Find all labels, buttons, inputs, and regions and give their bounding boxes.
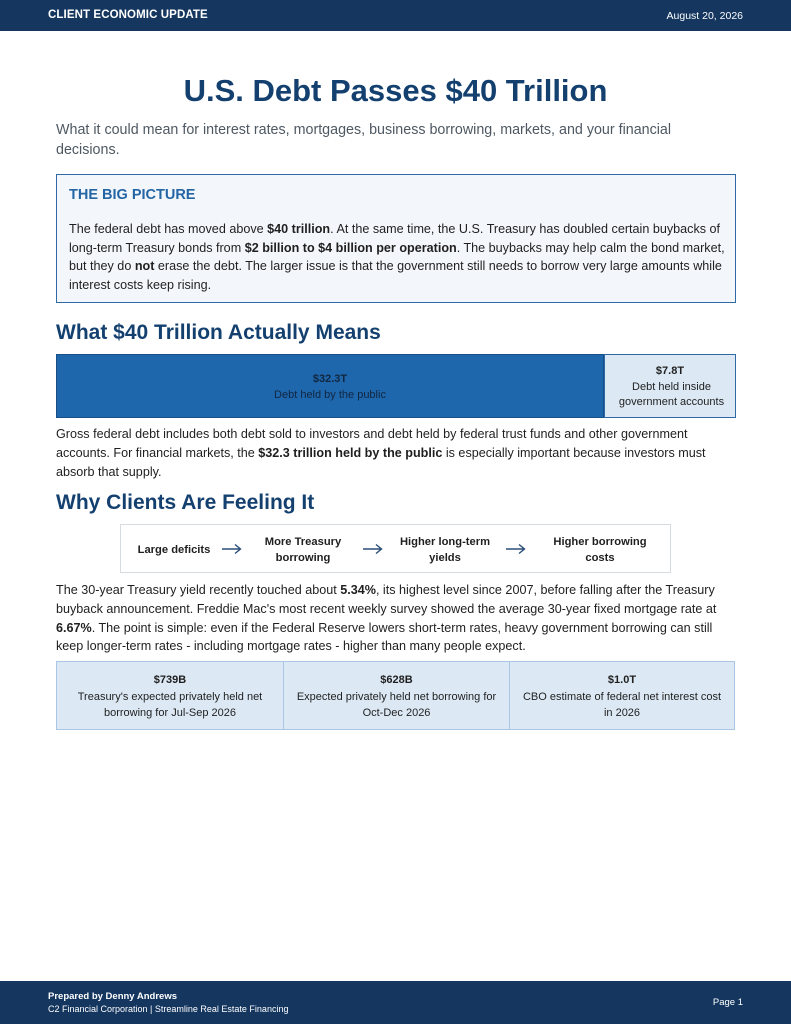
big-picture-text: The federal debt has moved above $40 trillion. At the same time, the U.S. Treasury has doubled certain buybacks of long-term Treasury bonds from $2 billion to $4 billion per operation. The buybacks may help calm the bond market, but they do not erase the debt. The larger issue is that the government still needs to borrow very large amounts while interest costs keep rising. xyxy=(69,222,725,292)
page-subtitle: What it could mean for interest rates, mortgages, business borrowing, markets, and your financial decisions. xyxy=(56,122,672,158)
emphasis-text: 6.67% xyxy=(56,620,92,635)
emphasis-text: 5.34% xyxy=(340,583,376,597)
emphasis-text: $2 billion to $4 billion per operation xyxy=(244,240,457,255)
debt-public-segment xyxy=(56,354,604,418)
debt-government-value: $7.8T xyxy=(655,365,685,377)
borrowing-flow-diagram xyxy=(120,524,671,573)
stat-label: Expected privately held net borrowing for Oct-Dec 2026 xyxy=(296,691,497,719)
big-picture-box xyxy=(56,174,736,303)
report-date: August 20, 2026 xyxy=(666,10,743,22)
footer-prepared-by: Prepared by Denny Andrews xyxy=(48,991,177,1002)
arrow-right-icon xyxy=(362,542,384,556)
debt-public-value: $32.3T xyxy=(312,373,348,385)
top-bar xyxy=(0,0,791,31)
emphasis-text: $40 trillion xyxy=(267,222,331,236)
section-heading-debt: What $40 Trillion Actually Means xyxy=(56,321,381,344)
footer-bar xyxy=(0,981,791,1024)
debt-explanation-text: Gross federal debt includes both debt sold to investors and debt held by federal trust funds and other government accounts. For financial markets, the $32.3 trillion held by the public is especially important because investors must absorb that supply. xyxy=(56,427,706,479)
borrowing-stats-table xyxy=(56,661,735,730)
debt-government-label: Debt held inside government accounts xyxy=(618,381,725,408)
arrow-right-icon xyxy=(221,542,243,556)
stat-cell xyxy=(283,662,509,729)
flow-step-deficits: Large deficits xyxy=(137,543,211,556)
footer-company: C2 Financial Corporation | Streamline Real Estate Financing xyxy=(48,1004,289,1014)
page-title: U.S. Debt Passes $40 Trillion xyxy=(183,73,608,108)
stat-value: $739B xyxy=(153,674,187,686)
rates-explanation-text: The 30-year Treasury yield recently touched about 5.34%, its highest level since 2007, before falling after the Treasury buyback announcement. Freddie Mac's most recent weekly survey showed the average 30-year fixed mortgage rate at 6.67%. The point is simple: even if the Federal Reserve lowers short-term rates, heavy government borrowing can still keep longer-term rates - including mortgage rates - higher than many people expect. xyxy=(56,583,717,654)
emphasis-text: not xyxy=(134,259,155,273)
stat-label: CBO estimate of federal net interest cost in 2026 xyxy=(522,691,722,719)
stat-label: Treasury's expected privately held net borrowing for Jul-Sep 2026 xyxy=(77,691,263,719)
debt-government-segment xyxy=(604,354,736,418)
arrow-right-icon xyxy=(505,542,527,556)
big-picture-heading: THE BIG PICTURE xyxy=(69,187,196,203)
debt-breakdown-bar xyxy=(56,354,736,418)
emphasis-text: $32.3 trillion held by the public xyxy=(258,445,443,460)
stat-cell xyxy=(57,662,283,729)
stat-value: $1.0T xyxy=(607,674,637,686)
report-label: CLIENT ECONOMIC UPDATE xyxy=(48,9,208,21)
flow-step-costs: Higher borrowing costs xyxy=(553,535,647,564)
stat-cell xyxy=(509,662,734,729)
footer-page-number: Page 1 xyxy=(712,997,743,1008)
section-heading-clients: Why Clients Are Feeling It xyxy=(56,491,315,514)
debt-public-label: Debt held by the public xyxy=(274,389,386,401)
flow-step-borrowing: More Treasury borrowing xyxy=(264,535,342,564)
stat-value: $628B xyxy=(380,674,413,686)
flow-step-yields: Higher long-term yields xyxy=(399,535,491,564)
